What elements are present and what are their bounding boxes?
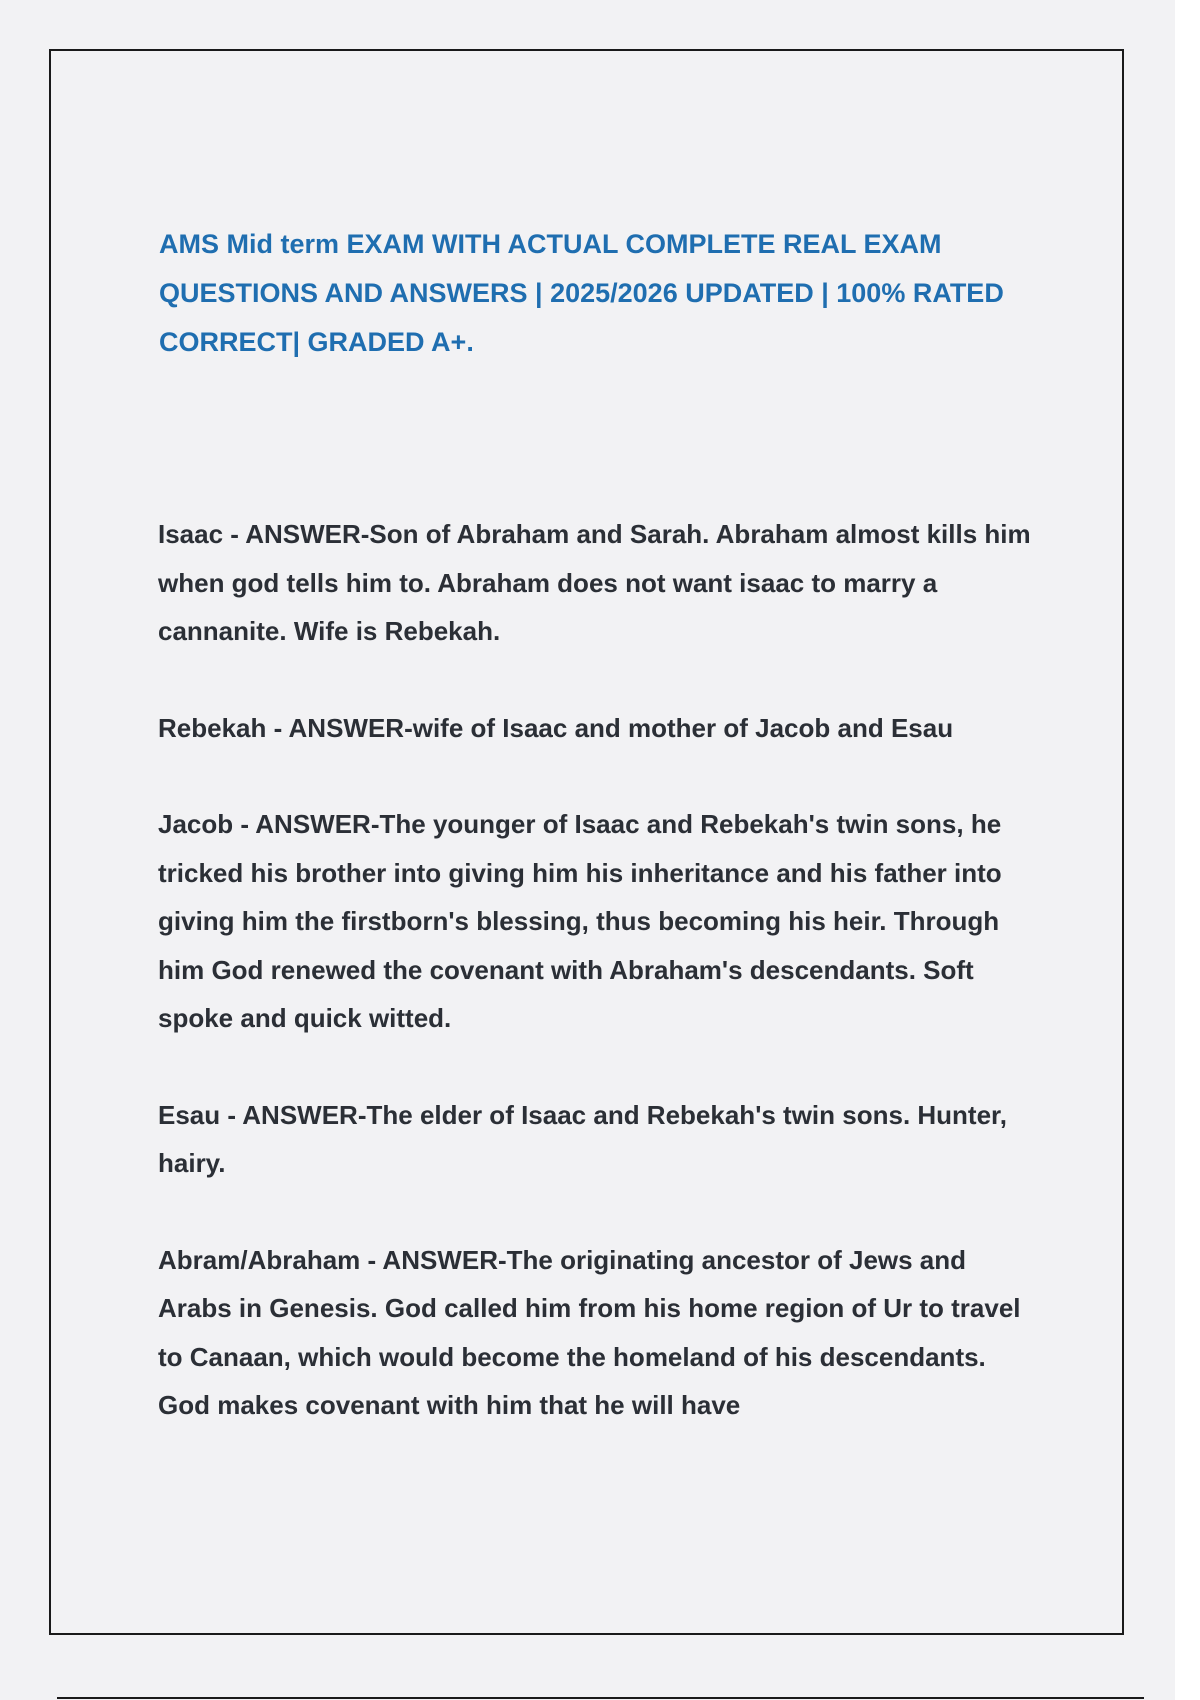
footer-divider <box>57 1697 1144 1699</box>
entry-esau: Esau - ANSWER-The elder of Isaac and Rebekah's twin sons. Hunter, hairy. <box>158 1099 1007 1178</box>
entry-abraham: Abram/Abraham - ANSWER-The originating ancestor of Jews and Arabs in Genesis. God called him from his home region of Ur to travel to Canaan, which would become the homeland of his descendants. God makes covenant with him that he will have <box>158 1244 1021 1420</box>
document-title: AMS Mid term EXAM WITH ACTUAL COMPLETE REAL EXAM QUESTIONS AND ANSWERS | 2025/2026 UPDATED | 100% RATED CORRECT| GRADED A+. <box>159 229 1004 357</box>
document-body <box>158 510 1038 1478</box>
entry-isaac: Isaac - ANSWER-Son of Abraham and Sarah. Abraham almost kills him when god tells him to. Abraham does not want isaac to marry a cannanite. Wife is Rebekah. <box>158 519 1031 646</box>
entry-rebekah: Rebekah - ANSWER-wife of Isaac and mother of Jacob and Esau <box>158 712 954 743</box>
entry-jacob: Jacob - ANSWER-The younger of Isaac and Rebekah's twin sons, he tricked his brother into giving him his inheritance and his father into giving him the firstborn's blessing, thus becoming his heir. Through him God renewed the covenant with Abraham's descendants. Soft spoke and quick witted. <box>158 809 1002 1033</box>
